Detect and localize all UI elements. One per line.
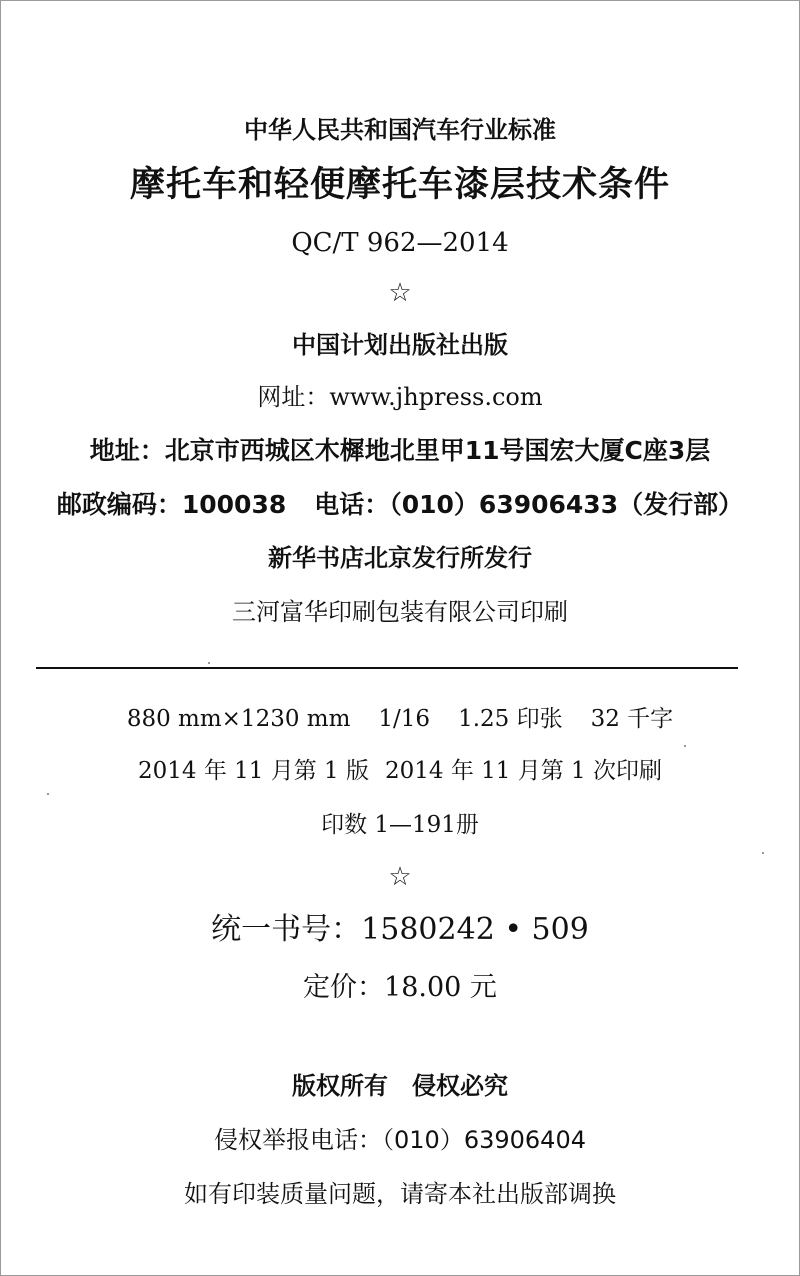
star-ornament-icon: ☆ bbox=[388, 862, 412, 892]
star-ornament-icon: ☆ bbox=[388, 278, 412, 308]
report-phone: 侵权举报电话：（010）63906404 bbox=[214, 1126, 586, 1154]
scan-speck bbox=[208, 662, 210, 664]
printer: 三河富华印刷包装有限公司印刷 bbox=[232, 598, 568, 626]
distributor: 新华书店北京发行所发行 bbox=[268, 544, 532, 572]
standard-category: 中华人民共和国汽车行业标准 bbox=[244, 116, 556, 144]
postal-and-phone bbox=[0, 492, 800, 517]
scan-speck bbox=[684, 745, 686, 747]
address: 地址：北京市西城区木樨地北里甲11号国宏大厦C座3层 bbox=[89, 436, 711, 465]
standard-code: QC/T 962—2014 bbox=[291, 228, 509, 258]
paper-format: 880 mm×1230 mm bbox=[126, 706, 351, 732]
scan-speck bbox=[762, 852, 764, 854]
website: 网址：www.jhpress.com bbox=[257, 383, 543, 411]
book-number: 统一书号：1580242 • 509 bbox=[211, 912, 589, 947]
copyright-notice: 版权所有 侵权必究 bbox=[292, 1072, 508, 1100]
document-title: 摩托车和轻便摩托车漆层技术条件 bbox=[129, 165, 670, 205]
sheet-fraction: 1/16 bbox=[378, 706, 431, 732]
printed-sheets: 1.25 印张 bbox=[458, 706, 563, 732]
scan-speck bbox=[47, 793, 49, 795]
edition: 2014 年 11 月第 1 版 bbox=[138, 758, 369, 784]
publisher: 中国计划出版社出版 bbox=[292, 331, 508, 359]
phone: 电话：（010）63906433（发行部） bbox=[314, 490, 744, 519]
format-line bbox=[0, 708, 800, 731]
postal-code: 邮政编码：100038 bbox=[56, 490, 287, 519]
print-run: 2014 年 11 月第 1 次印刷 bbox=[385, 758, 662, 784]
price: 定价：18.00 元 bbox=[303, 972, 497, 1003]
divider-rule bbox=[36, 667, 738, 669]
exchange-notice: 如有印装质量问题，请寄本社出版部调换 bbox=[184, 1180, 616, 1208]
copies: 印数 1—191册 bbox=[321, 812, 479, 838]
edition-line bbox=[0, 760, 800, 783]
word-count: 32 千字 bbox=[590, 706, 674, 732]
